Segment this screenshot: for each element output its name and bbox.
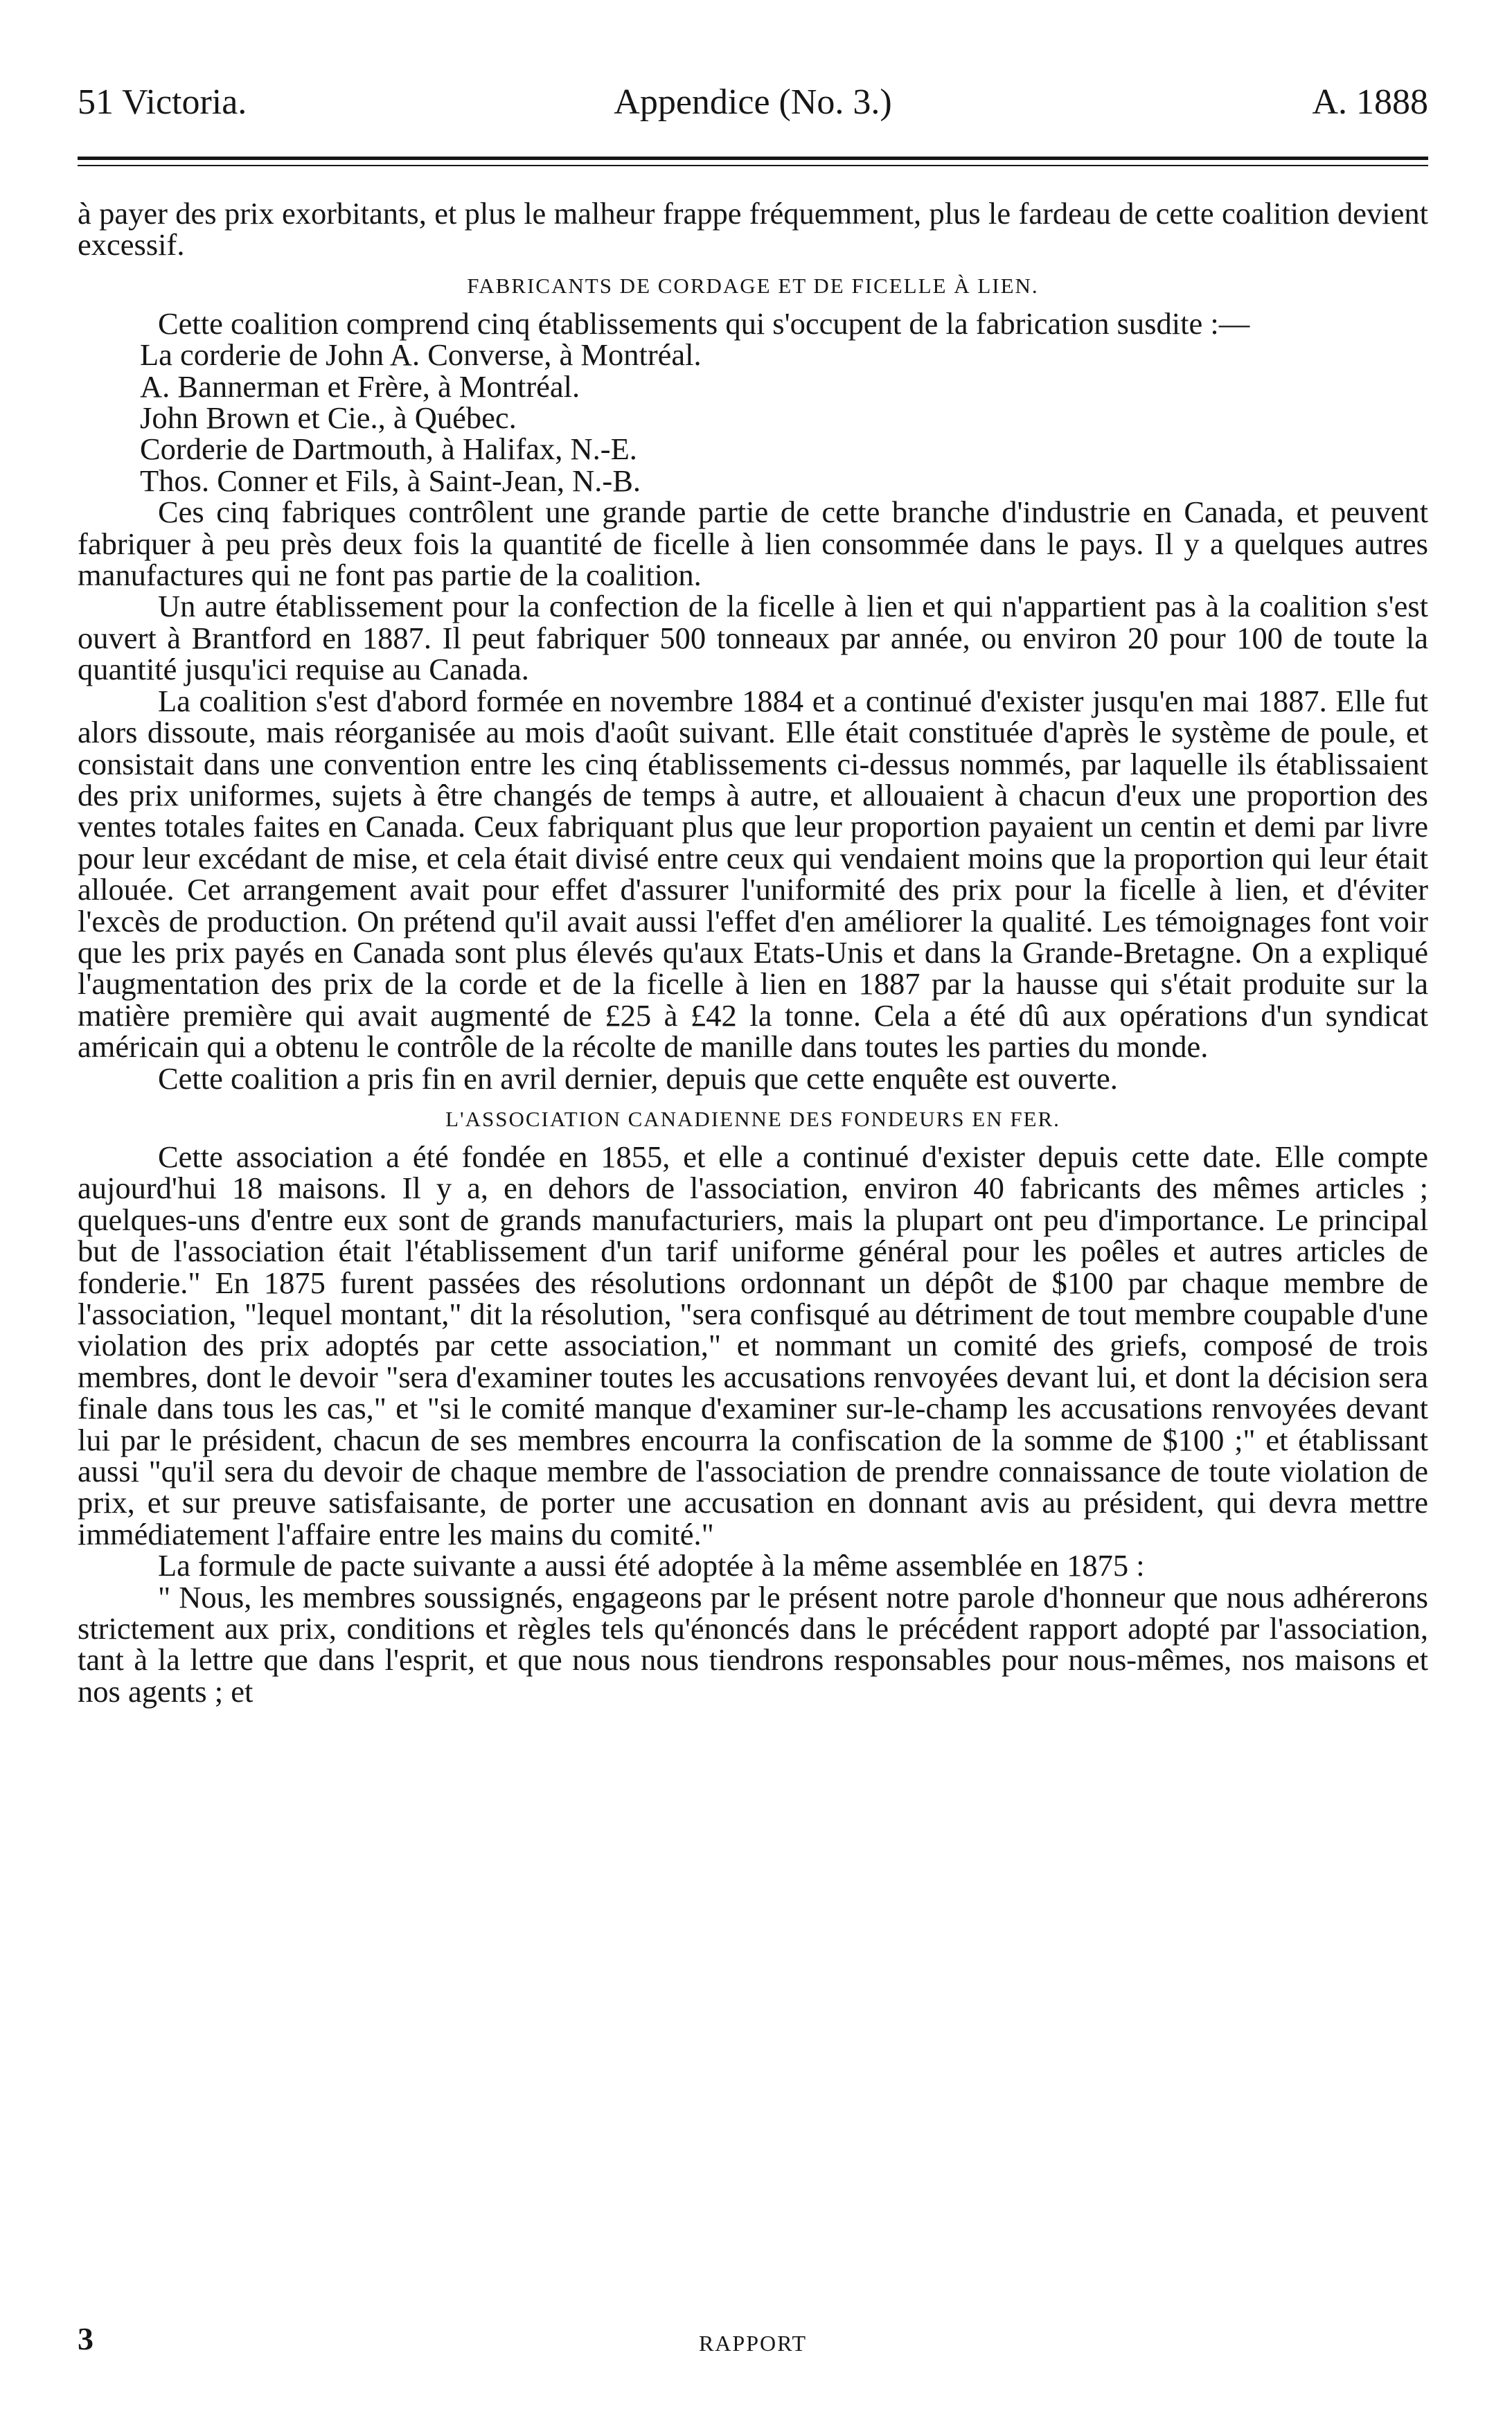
list-item: A. Bannerman et Frère, à Montréal. — [140, 368, 580, 404]
header-appendix: Appendice (No. 3.) — [614, 82, 892, 122]
header-session: 51 Victoria. — [78, 82, 247, 122]
list-item: La corderie de John A. Converse, à Montréal. — [140, 337, 702, 373]
list-item: Thos. Conner et Fils, à Saint-Jean, N.-B. — [140, 463, 641, 498]
list-item: John Brown et Cie., à Québec. — [140, 400, 517, 436]
paragraph-coalition-end: Cette coalition a pris fin en avril dernier, depuis que cette enquête est ouverte. — [158, 1060, 1118, 1096]
paragraph-coalition-history: La coalition s'est d'abord formée en novembre 1884 et a continué d'exister jusqu'en mai 1887. Elle fut alors dissoute, mais réorganisée au mois d'août suivant. Elle était constituée d'après le système de poule, et consistait dans une convention entre les cinq établissements ci-dessus nommés, par laquelle ils établissaient des prix uniformes, sujets à être changés de temps à autre, et allouaient à chacun d'eux une proportion des ventes totales faites en Canada. Ceux fabriquant plus que leur proportion payaient un centin et demi par livre pour leur excédant de mise, et cela était divisé entre ceux qui vendaient moins que la proportion qui leur était allouée. Cet arrangement avait pour effet d'assurer l'uniformité des prix pour la ficelle à lien, et d'éviter l'excès de production. On prétend qu'il avait aussi l'effet d'en améliorer la qualité. Les témoignages font voir que les prix payés en Canada sont plus élevés qu'aux Etats-Unis et dans la Grande-Bretagne. On a expliqué l'augmentation des prix de la corde et de la ficelle à lien en 1887 par la hausse qui s'était produite sur la matière première qui avait augmenté de £25 à £42 la tonne. Cela a été dû aux opérations d'un syndicat américain qui a obtenu le contrôle de la récolte de manille dans toutes les parties du monde. — [78, 683, 1428, 1065]
header-year: A. 1888 — [1312, 82, 1428, 122]
signature-mark: 3 — [78, 2321, 94, 2356]
catchword: RAPPORT — [698, 2331, 808, 2356]
paragraph-coalition-intro: Cette coalition comprend cinq établissements qui s'occupent de la fabrication susdite :— — [158, 305, 1250, 341]
paragraph-formule: La formule de pacte suivante a aussi été adoptée à la même assemblée en 1875 : — [158, 1548, 1145, 1583]
header-rule-thin — [78, 165, 1428, 166]
list-item: Corderie de Dartmouth, à Halifax, N.-E. — [140, 432, 637, 467]
paragraph-continuation: à payer des prix exorbitants, et plus le malheur frappe fréquemment, plus le fardeau de cette coalition devient excessif. — [78, 196, 1428, 263]
paragraph-brantford: Un autre établissement pour la confection de la ficelle à lien et qui n'appartient pas à la coalition s'est ouvert à Brantford en 1887. Il peut fabriquer 500 tonneaux par année, ou environ 20 pour 100 de toute la quantité jusqu'ici requise au Canada. — [78, 589, 1428, 687]
section-heading-fondeurs: L'ASSOCIATION CANADIENNE DES FONDEURS EN FER. — [445, 1106, 1060, 1131]
page-body — [78, 198, 1428, 1707]
section-heading-cordage: FABRICANTS DE CORDAGE ET DE FICELLE À LIEN. — [467, 273, 1039, 298]
paragraph-association: Cette association a été fondée en 1855, et elle a continué d'exister depuis cette date. Elle compte aujourd'hui 18 maisons. Il y a, en dehors de l'association, environ 40 fabricants des mêmes articles ; quelques-uns d'entre eux sont de grands manufacturiers, mais la plupart ont peu d'importance. Le principal but de l'association était l'établissement d'un tarif uniforme général pour les poêles et autres articles de fonderie." En 1875 furent passées des résolutions ordonnant un dépôt de $100 par chaque membre de l'association, "lequel montant," dit la résolution, "sera confisqué au détriment de tout membre coupable d'une violation des prix adoptés par cette association," et nommant un comité des griefs, composé de trois membres, dont le devoir "sera d'examiner toutes les accusations renvoyées devant lui, et dont la décision sera finale dans tous les cas," et "si le comité manque d'examiner sur-le-champ les accusations renvoyées devant lui par le président, chacun de ses membres encourra la confiscation de la somme de $100 ;" et établissant aussi "qu'il sera du devoir de chaque membre de l'association de prendre connaissance de toute violation de prix, et sur preuve satisfaisante, de porter une accusation en donnant avis au président, qui devra mettre immédiatement l'affaire entre les mains du comité." — [78, 1139, 1428, 1552]
header-rule-thick — [78, 157, 1428, 160]
paragraph-pledge: " Nous, les membres soussignés, engageons par le présent notre parole d'honneur que nous adhérerons strictement aux prix, conditions et règles tels qu'énoncés dans le précédent rapport adopté par l'association, tant à la lettre que dans l'esprit, et que nous nous tiendrons responsables pour nous-mêmes, nos maisons et nos agents ; et — [78, 1579, 1428, 1709]
paragraph-cinq-fabriques: Ces cinq fabriques contrôlent une grande partie de cette branche d'industrie en Canada, et peuvent fabriquer à peu près deux fois la quantité de ficelle à lien consommée dans le pays. Il y a quelques autres manufactures qui ne font pas partie de la coalition. — [78, 495, 1428, 593]
